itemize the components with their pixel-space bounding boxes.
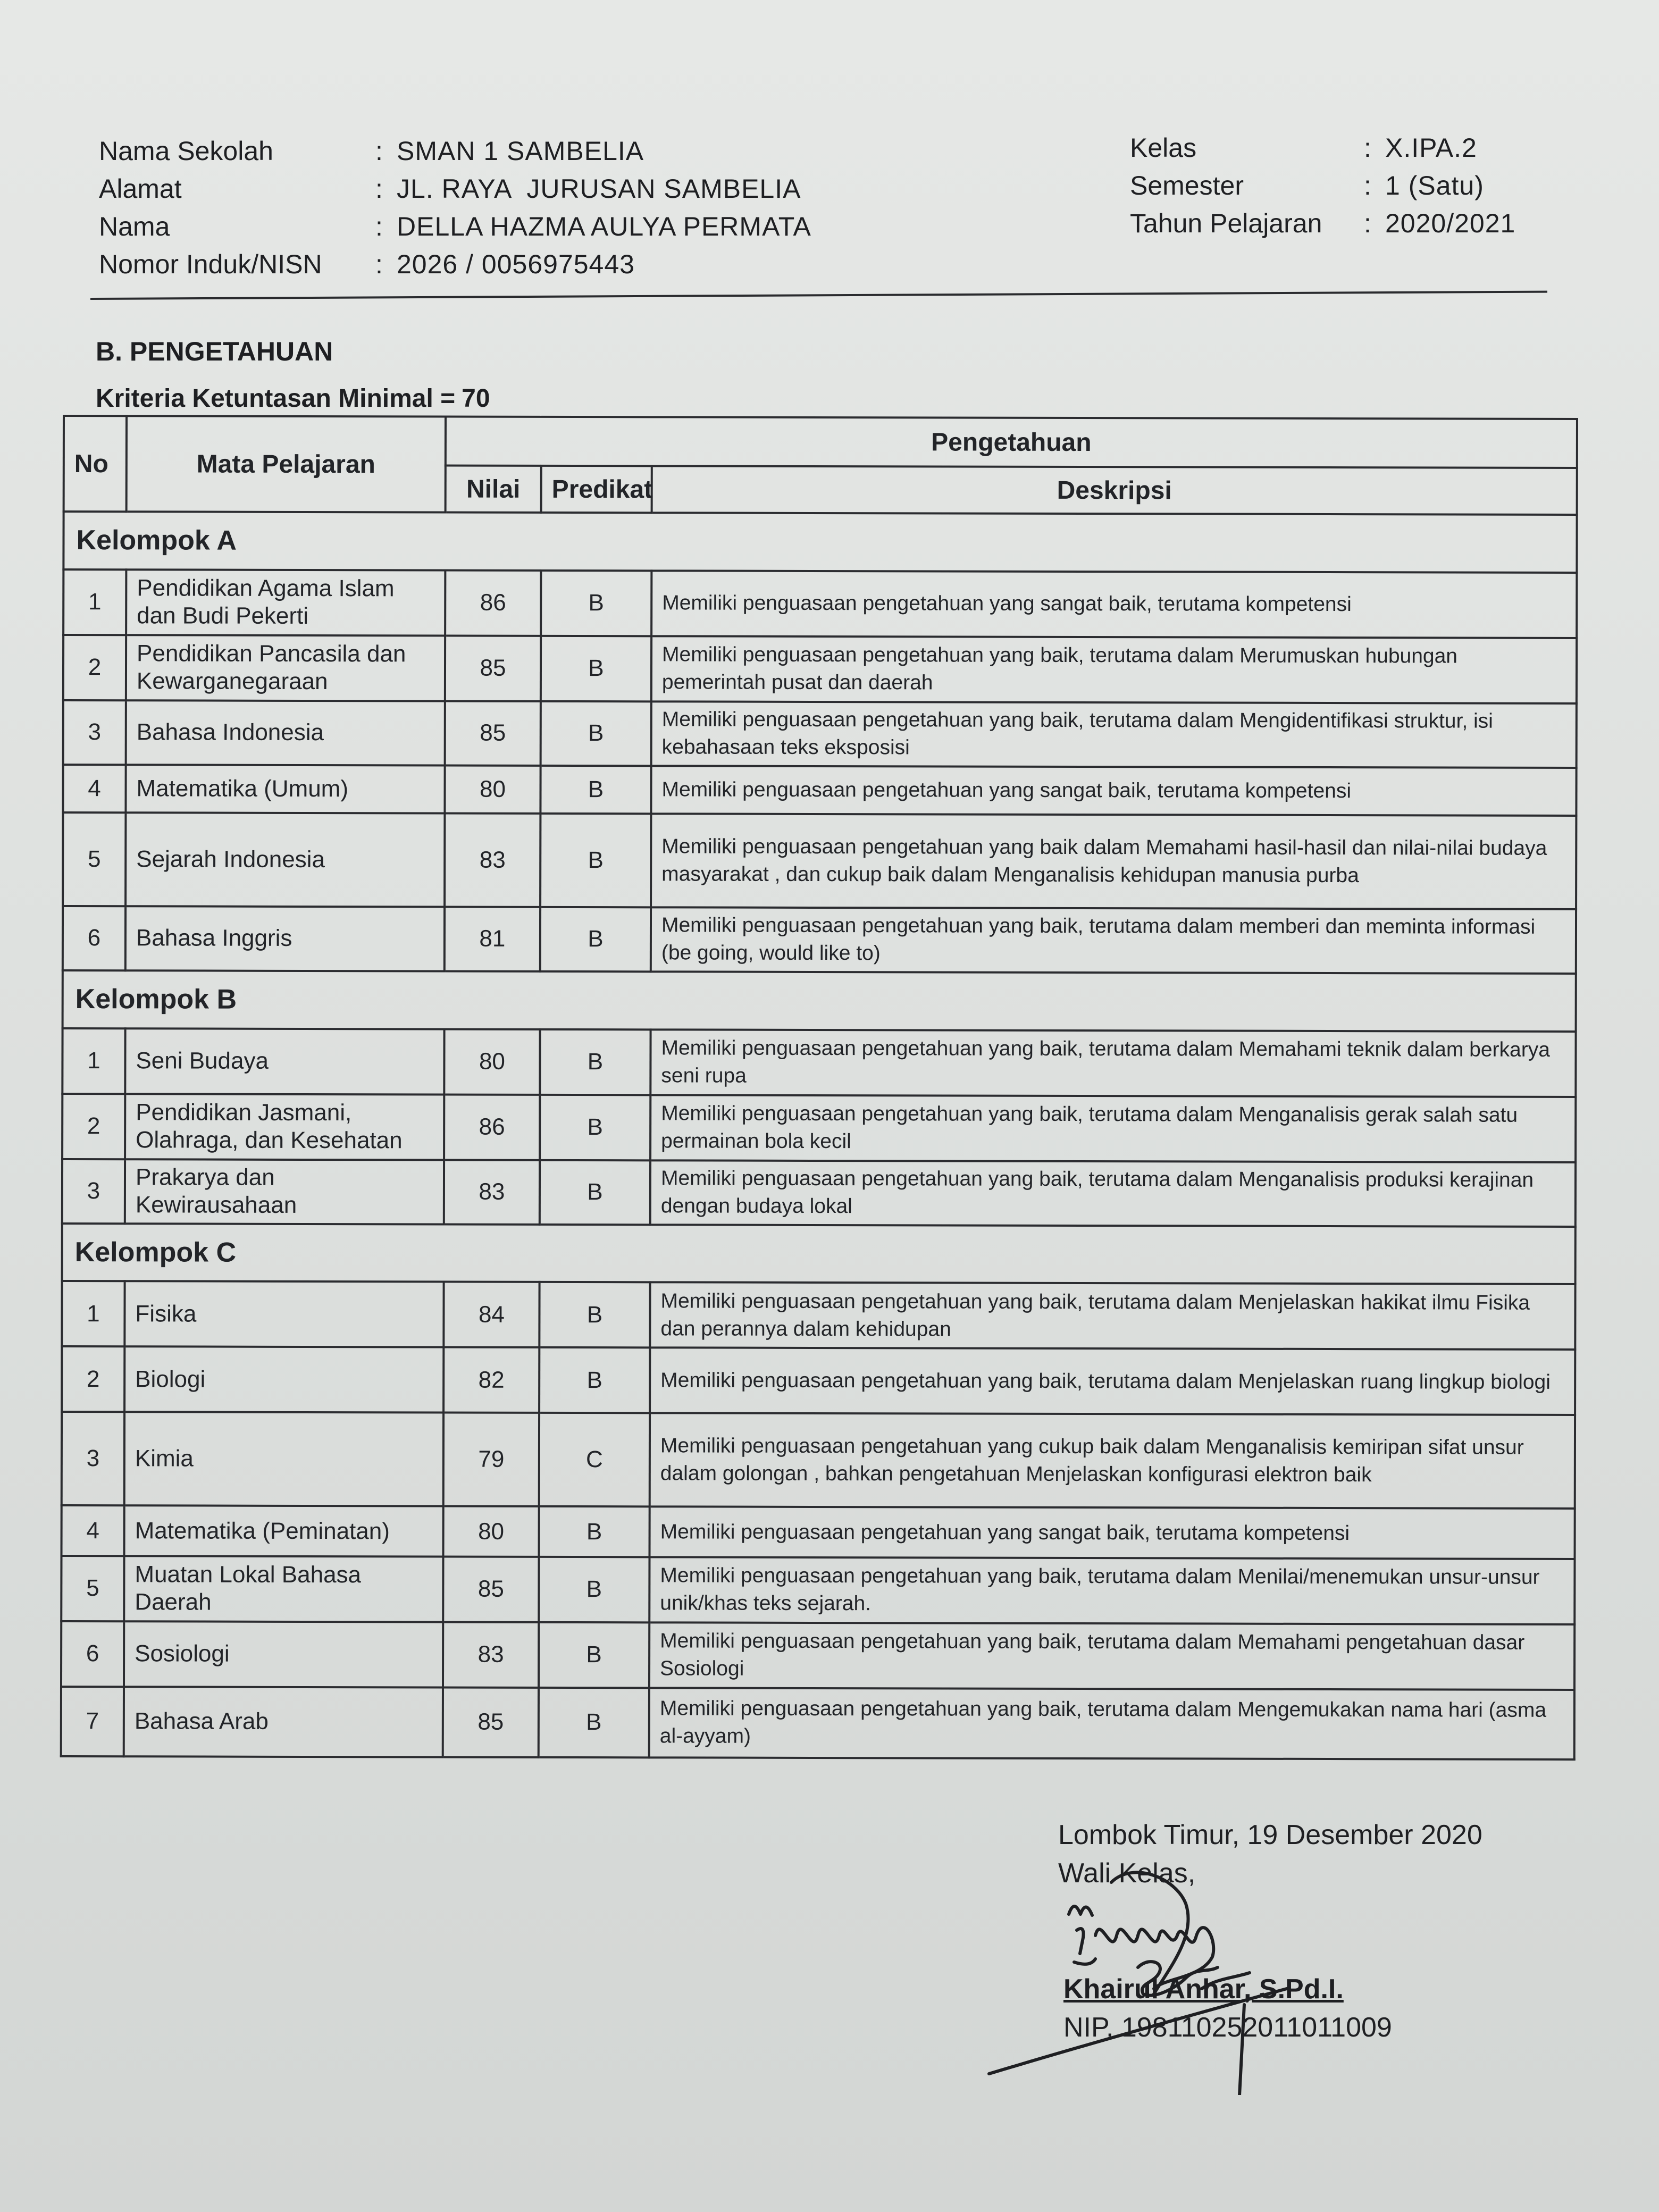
cell-subject: Matematika (Peminatan): [124, 1506, 443, 1557]
info-colon: :: [375, 249, 383, 279]
info-label: Kelas: [1130, 132, 1197, 163]
header-score: Nilai: [446, 466, 541, 513]
cell-description: Memiliki penguasaan pengetahuan yang baik, terutama dalam Menilai/menemukan unsur-unsur unik/khas teks sejarah.: [649, 1557, 1574, 1624]
info-value: 2020/2021: [1385, 208, 1516, 238]
table-row: [63, 906, 1576, 974]
cell-no: 5: [63, 812, 125, 907]
table-row: [62, 1505, 1575, 1559]
cell-score: 79: [443, 1413, 539, 1507]
info-row-name: [99, 207, 811, 245]
info-colon: :: [375, 173, 383, 204]
cell-no: 2: [62, 1094, 125, 1159]
place-date: Lombok Timur, 19 Desember 2020: [1058, 1820, 1482, 1850]
info-row-class: [1130, 129, 1515, 166]
cell-score: 83: [443, 1622, 539, 1687]
cell-score: 86: [445, 570, 541, 635]
cell-no: 1: [63, 569, 126, 635]
signer-nip: NIP. 198110252011011009: [1063, 2012, 1392, 2043]
cell-subject: Pendidikan Jasmani, Olahraga, dan Kesehatan: [125, 1094, 444, 1160]
table-row: [62, 1281, 1575, 1350]
group-name: Kelompok A: [63, 512, 1577, 573]
info-value: SMAN 1 SAMBELIA: [397, 136, 644, 166]
cell-score: 84: [443, 1282, 539, 1347]
cell-subject: Seni Budaya: [125, 1028, 444, 1094]
info-colon: :: [1364, 170, 1371, 200]
cell-predicate: B: [540, 907, 651, 971]
cell-score: 80: [444, 1029, 540, 1094]
cell-score: 85: [443, 1556, 539, 1622]
cell-subject: Sosiologi: [124, 1621, 443, 1687]
header-predicate: Predikat: [541, 466, 652, 513]
cell-predicate: B: [539, 1622, 649, 1688]
cell-no: 6: [61, 1621, 124, 1687]
table-row: [63, 635, 1577, 703]
cell-predicate: B: [541, 701, 651, 765]
cell-description: Memiliki penguasaan pengetahuan yang sangat baik, terutama kompetensi: [651, 766, 1576, 816]
handwritten-signature-icon: [978, 1850, 1351, 2095]
info-row-year: [1130, 204, 1515, 242]
cell-predicate: B: [540, 1094, 650, 1160]
cell-predicate: B: [541, 571, 651, 636]
cell-description: Memiliki penguasaan pengetahuan yang baik, terutama dalam Menganalisis gerak salah satu permainan bola kecil: [650, 1095, 1576, 1162]
info-label: Alamat: [99, 173, 182, 204]
signer-name: Khairul Anhar, S.Pd.I.: [1063, 1974, 1344, 2005]
cell-predicate: B: [541, 636, 651, 701]
cell-description: Memiliki penguasaan pengetahuan yang baik dalam Memahami hasil-hasil dan nilai-nilai budaya masyarakat , dan cukup baik dalam Menganalisis kehidupan manusia purba: [651, 814, 1576, 909]
cell-subject: Sejarah Indonesia: [125, 812, 445, 907]
info-colon: :: [1364, 132, 1371, 163]
info-row-semester: [1130, 166, 1515, 204]
header-subject: Mata Pelajaran: [127, 416, 446, 512]
info-value: 2026 / 0056975443: [397, 249, 635, 279]
cell-score: 86: [444, 1094, 540, 1160]
cell-no: 1: [62, 1028, 125, 1094]
cell-no: 3: [62, 1159, 125, 1224]
cell-subject: Pendidikan Pancasila dan Kewarganegaraan: [126, 635, 445, 701]
class-info: [1130, 129, 1515, 242]
table-row: [62, 1094, 1576, 1162]
group-row: [62, 1224, 1576, 1285]
cell-predicate: B: [540, 1029, 650, 1094]
info-row-nisn: [99, 245, 811, 283]
table-row: [61, 1621, 1574, 1690]
info-value: 1 (Satu): [1385, 170, 1484, 200]
cell-description: Memiliki penguasaan pengetahuan yang baik, terutama dalam Menjelaskan hakikat ilmu Fisika dan perannya dalam kehidupan: [650, 1282, 1575, 1350]
cell-description: Memiliki penguasaan pengetahuan yang sangat baik, terutama kompetensi: [651, 571, 1577, 638]
cell-score: 80: [445, 765, 540, 814]
info-colon: :: [375, 211, 383, 241]
table-header-row: [64, 416, 1577, 468]
table-row: [63, 765, 1576, 816]
info-label: Tahun Pelajaran: [1130, 208, 1322, 238]
cell-description: Memiliki penguasaan pengetahuan yang baik, terutama dalam Mengidentifikasi struktur, isi kebahasaan teks eksposisi: [651, 701, 1577, 768]
table-row: [61, 1687, 1574, 1759]
cell-description: Memiliki penguasaan pengetahuan yang baik, terutama dalam Memahami teknik dalam berkarya seni rupa: [650, 1029, 1576, 1097]
cell-score: 83: [445, 813, 540, 907]
cell-subject: Matematika (Umum): [125, 765, 445, 813]
cell-subject: Bahasa Indonesia: [126, 700, 445, 765]
cell-predicate: B: [539, 1347, 650, 1413]
info-colon: :: [1364, 208, 1371, 238]
group-name: Kelompok C: [62, 1224, 1576, 1285]
cell-no: 4: [63, 765, 125, 812]
cell-score: 83: [444, 1160, 540, 1224]
info-label: Nomor Induk/NISN: [99, 249, 322, 279]
cell-score: 85: [443, 1687, 539, 1757]
cell-score: 82: [443, 1347, 539, 1413]
cell-predicate: B: [539, 1506, 650, 1557]
info-label: Nama Sekolah: [99, 136, 273, 166]
info-colon: :: [375, 136, 383, 166]
student-info: [99, 132, 811, 283]
cell-description: Memiliki penguasaan pengetahuan yang baik, terutama dalam memberi dan meminta informasi (be going, would like to): [651, 907, 1576, 974]
cell-no: 7: [61, 1687, 124, 1757]
cell-subject: Pendidikan Agama Islam dan Budi Pekerti: [126, 569, 445, 635]
cell-score: 81: [445, 907, 540, 971]
cell-subject: Bahasa Inggris: [125, 906, 445, 971]
table-row: [63, 812, 1576, 909]
group-row: [63, 512, 1577, 573]
header-description: Deskripsi: [652, 466, 1577, 515]
cell-description: Memiliki penguasaan pengetahuan yang baik, terutama dalam Merumuskan hubungan pemerintah pusat dan daerah: [651, 636, 1577, 703]
kkm-label: Kriteria Ketuntasan Minimal =: [96, 384, 456, 413]
cell-no: 4: [62, 1505, 124, 1556]
cell-score: 85: [445, 635, 541, 701]
cell-no: 3: [63, 700, 126, 765]
table-row: [62, 1159, 1576, 1227]
cell-subject: Bahasa Arab: [124, 1687, 443, 1757]
cell-predicate: B: [540, 814, 651, 908]
group-name: Kelompok B: [63, 970, 1576, 1032]
kkm-line: [96, 384, 490, 413]
cell-no: 3: [62, 1412, 124, 1506]
table-row: [62, 1412, 1575, 1509]
cell-score: 80: [443, 1506, 539, 1557]
header-knowledge: Pengetahuan: [446, 417, 1577, 468]
info-label: Semester: [1130, 170, 1244, 200]
cell-description: Memiliki penguasaan pengetahuan yang baik, terutama dalam Mengemukakan nama hari (asma al-ayyam): [649, 1688, 1574, 1759]
info-row-address: [99, 170, 811, 207]
kkm-value: 70: [462, 384, 490, 413]
cell-no: 6: [63, 906, 125, 970]
cell-predicate: B: [539, 1282, 650, 1347]
info-value: JL. RAYA JURUSAN SAMBELIA: [397, 173, 801, 204]
table-row: [63, 569, 1577, 638]
table-row: [61, 1556, 1574, 1624]
cell-predicate: B: [540, 1160, 650, 1224]
cell-no: 2: [63, 635, 126, 700]
cell-subject: Muatan Lokal Bahasa Daerah: [124, 1556, 443, 1622]
cell-predicate: B: [540, 765, 651, 814]
cell-subject: Fisika: [124, 1281, 443, 1347]
cell-subject: Biologi: [124, 1346, 443, 1412]
cell-description: Memiliki penguasaan pengetahuan yang sangat baik, terutama kompetensi: [650, 1507, 1575, 1559]
info-label: Nama: [99, 211, 170, 241]
cell-subject: Kimia: [124, 1412, 443, 1506]
cell-description: Memiliki penguasaan pengetahuan yang cukup baik dalam Menganalisis kemiripan sifat unsur dalam golongan , bahkan pengetahuan Menjelaskan konfigurasi elektron baik: [650, 1413, 1575, 1509]
header-divider: [90, 291, 1547, 300]
section-title: B. PENGETAHUAN: [96, 337, 333, 366]
table-row: [63, 700, 1577, 768]
cell-no: 2: [62, 1346, 124, 1412]
cell-description: Memiliki penguasaan pengetahuan yang baik, terutama dalam Memahami pengetahuan dasar Sosiologi: [649, 1622, 1574, 1690]
signer-role: Wali Kelas,: [1058, 1858, 1196, 1889]
grades-table: [60, 415, 1578, 1761]
cell-no: 5: [61, 1556, 124, 1621]
cell-description: Memiliki penguasaan pengetahuan yang baik, terutama dalam Menganalisis produksi kerajinan dengan budaya lokal: [650, 1160, 1576, 1227]
info-row-school: [99, 132, 811, 170]
header-no: No: [64, 416, 127, 512]
info-value: DELLA HAZMA AULYA PERMATA: [397, 211, 811, 241]
info-value: X.IPA.2: [1385, 132, 1477, 163]
cell-score: 85: [445, 701, 541, 765]
cell-predicate: B: [539, 1557, 649, 1622]
cell-subject: Prakarya dan Kewirausahaan: [125, 1159, 444, 1224]
table-row: [62, 1346, 1575, 1415]
cell-predicate: B: [539, 1688, 649, 1758]
cell-predicate: C: [539, 1413, 650, 1507]
cell-description: Memiliki penguasaan pengetahuan yang baik, terutama dalam Menjelaskan ruang lingkup biologi: [650, 1347, 1575, 1415]
group-row: [63, 970, 1576, 1032]
cell-no: 1: [62, 1281, 124, 1346]
table-row: [62, 1028, 1576, 1097]
